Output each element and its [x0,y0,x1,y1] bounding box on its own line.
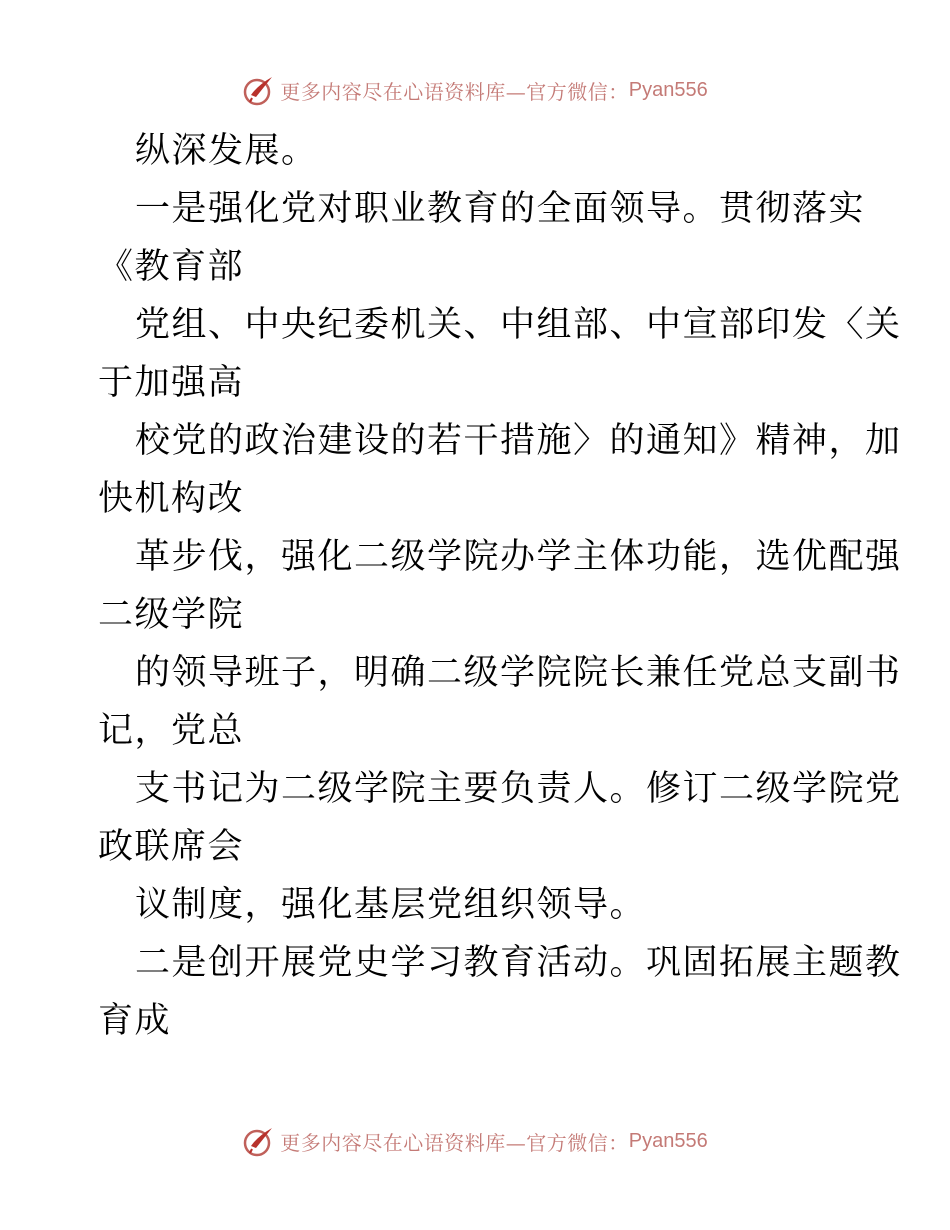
header-watermark [0,70,950,110]
text-line: 政联席会 [98,827,245,867]
document-body [98,122,902,1050]
text-line: 议制度，强化基层党组织领导。 [135,885,647,925]
watermark-wechat-id: Pyan556 [628,78,708,101]
text-line: 的领导班子，明确二级学院院长兼任党总支副书 [135,653,902,693]
text-line: 记，党总 [98,711,245,751]
text-line: 育成 [98,1001,172,1041]
footer-watermark [0,1121,950,1161]
text-line: 革步伐，强化二级学院办学主体功能，选优配强 [135,537,902,577]
text-line: 《教育部 [98,247,245,287]
quill-seal-icon [242,1124,276,1158]
quill-seal-icon [242,73,276,107]
text-line: 二是创开展党史学习教育活动。巩固拓展主题教 [135,943,902,983]
text-line: 快机构改 [98,479,245,519]
text-line: 纵深发展。 [135,131,318,171]
text-line: 一是强化党对职业教育的全面领导。贯彻落实 [135,189,866,229]
watermark-text: 更多内容尽在心语资料库—官方微信： [280,1130,629,1155]
watermark-text: 更多内容尽在心语资料库—官方微信： [280,79,629,104]
text-line: 校党的政治建设的若干措施〉的通知》精神，加 [135,421,902,461]
text-line: 党组、中央纪委机关、中组部、中宣部印发〈关 [135,305,902,345]
text-line: 于加强高 [98,363,245,403]
watermark-wechat-id: Pyan556 [628,1129,708,1152]
text-line: 支书记为二级学院主要负责人。修订二级学院党 [135,769,902,809]
text-line: 二级学院 [98,595,245,635]
